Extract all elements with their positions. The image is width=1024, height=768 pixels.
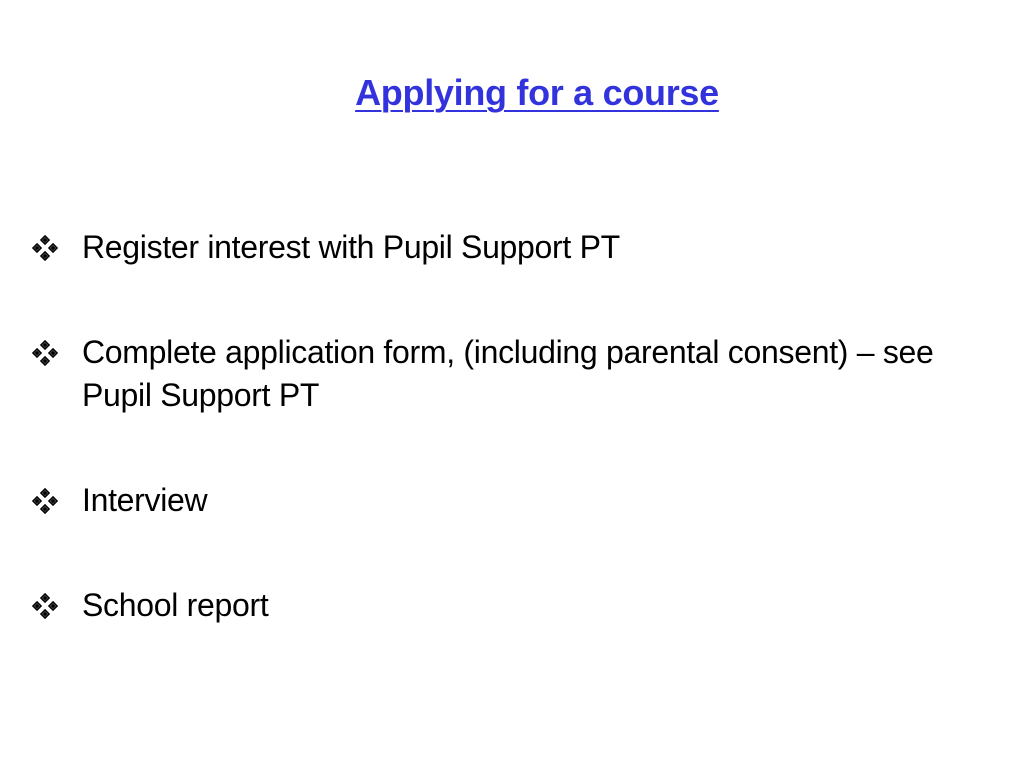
bullet-text: Register interest with Pupil Support PT: [82, 229, 620, 265]
bullet-item: [32, 226, 1002, 269]
diamond-quad-icon: [32, 235, 58, 261]
diamond-quad-icon: [32, 488, 58, 514]
bullet-list: [32, 226, 1002, 627]
bullet-text: Interview: [82, 482, 208, 518]
diamond-quad-icon: [32, 340, 58, 366]
slide-title: Applying for a course: [355, 72, 719, 113]
bullet-text: School report: [82, 587, 269, 623]
bullet-item: [32, 479, 1002, 522]
bullet-item: [32, 584, 1002, 627]
bullet-text: Complete application form, (including parental consent) – see Pupil Support PT: [82, 334, 934, 413]
diamond-quad-icon: [32, 593, 58, 619]
bullet-item: [32, 331, 1002, 417]
